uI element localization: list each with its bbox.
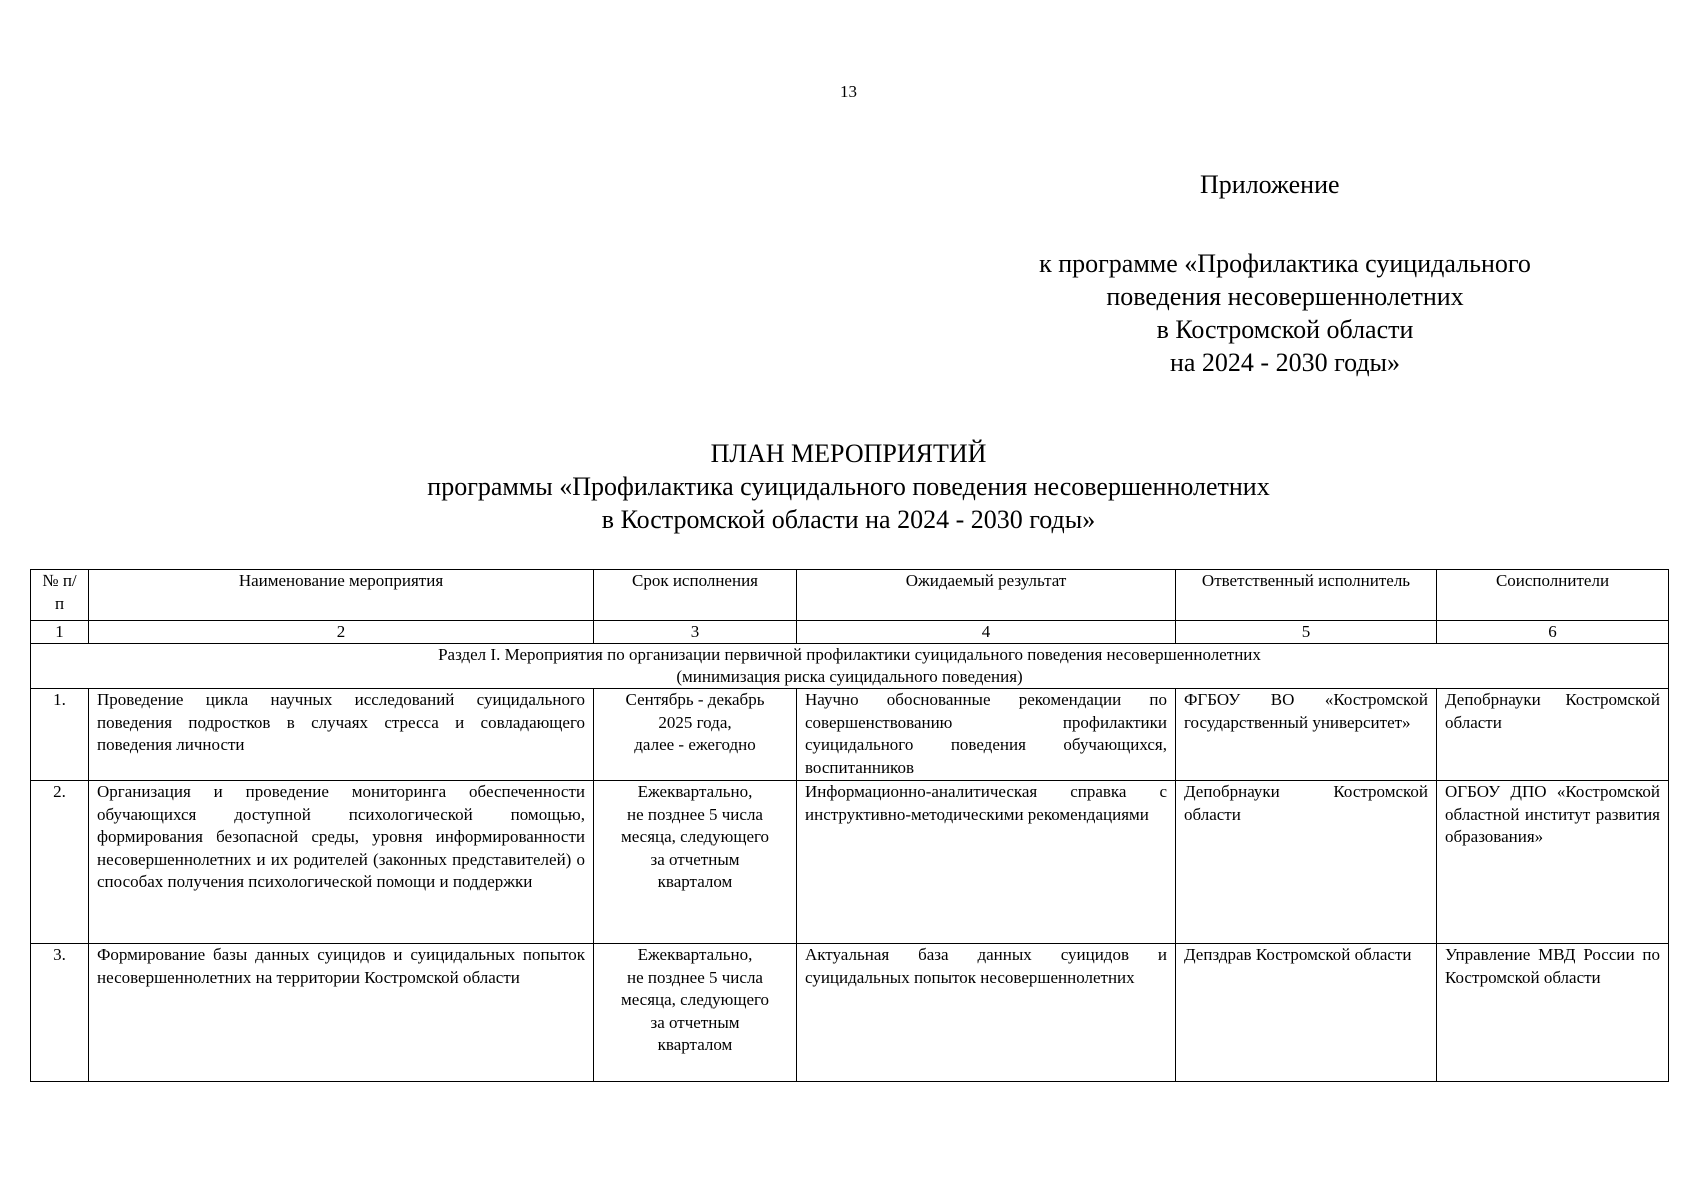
row-number: 1. — [31, 689, 89, 781]
row-co-executors: Управление МВД России по Костромской области — [1437, 944, 1669, 1082]
section-title: Раздел I. Мероприятия по организации первичной профилактики суицидального поведения несовершеннолетних (минимизация риска суицидального поведения) — [31, 644, 1669, 689]
table-header-row — [31, 570, 1669, 621]
row-expected-result: Научно обоснованные рекомендации по совершенствованию профилактики суицидального поведения обучающихся, воспитанников — [797, 689, 1176, 781]
row-deadline: Сентябрь - декабрь 2025 года, далее - ежегодно — [594, 689, 797, 781]
row-number: 3. — [31, 944, 89, 1082]
row-co-executors: ОГБОУ ДПО «Костромской областной институт развития образования» — [1437, 781, 1669, 944]
column-number: 1 — [31, 621, 89, 644]
column-number: 4 — [797, 621, 1176, 644]
plan-heading-line: в Костромской области на 2024 - 2030 годы» — [601, 505, 1096, 534]
row-event-name: Проведение цикла научных исследований суицидального поведения подростков в случаях стресса и совладающего поведения личности — [89, 689, 594, 781]
appendix-subtitle-line: в Костромской области — [1156, 315, 1414, 344]
row-deadline: Ежеквартально, не позднее 5 числа месяца, следующего за отчетным кварталом — [594, 944, 797, 1082]
row-deadline: Ежеквартально, не позднее 5 числа месяца, следующего за отчетным кварталом — [594, 781, 797, 944]
column-number-row — [31, 621, 1669, 644]
appendix-subtitle-line: к программе «Профилактика суицидального — [1039, 249, 1531, 278]
row-responsible: ФГБОУ ВО «Костромской государственный университет» — [1176, 689, 1437, 781]
plan-heading — [0, 437, 1697, 536]
header-cell-co-executors: Соисполнители — [1437, 570, 1669, 621]
section-row — [31, 644, 1669, 689]
header-cell-name: Наименование мероприятия — [89, 570, 594, 621]
header-cell-result: Ожидаемый результат — [797, 570, 1176, 621]
plan-heading-line: программы «Профилактика суицидального поведения несовершеннолетних — [427, 472, 1270, 501]
column-number: 5 — [1176, 621, 1437, 644]
plan-heading-line: ПЛАН МЕРОПРИЯТИЙ — [710, 439, 987, 468]
row-responsible: Депздрав Костромской области — [1176, 944, 1437, 1082]
page-number: 13 — [840, 82, 857, 101]
row-responsible: Депобрнауки Костромской области — [1176, 781, 1437, 944]
appendix-title: Приложение — [1200, 170, 1340, 199]
column-number: 6 — [1437, 621, 1669, 644]
header-cell-number: № п/п — [31, 570, 89, 621]
appendix-subtitle-line: на 2024 - 2030 годы» — [1169, 348, 1401, 377]
row-event-name: Организация и проведение мониторинга обеспеченности обучающихся доступной психологической помощью, формирования безопасной среды, уровня информированности несовершеннолетних и их родителей (законных представителей) о способах получения психологической помощи и поддержки — [89, 781, 594, 944]
column-number: 3 — [594, 621, 797, 644]
row-co-executors: Депобрнауки Костромской области — [1437, 689, 1669, 781]
header-cell-deadline: Срок исполнения — [594, 570, 797, 621]
column-number: 2 — [89, 621, 594, 644]
row-event-name: Формирование базы данных суицидов и суицидальных попыток несовершеннолетних на территории Костромской области — [89, 944, 594, 1082]
row-expected-result: Актуальная база данных суицидов и суицидальных попыток несовершеннолетних — [797, 944, 1176, 1082]
row-number: 2. — [31, 781, 89, 944]
table-row — [31, 944, 1669, 1082]
appendix-subtitle — [990, 247, 1580, 379]
table-row — [31, 781, 1669, 944]
header-cell-responsible: Ответственный исполнитель — [1176, 570, 1437, 621]
table-row — [31, 689, 1669, 781]
appendix-subtitle-line: поведения несовершеннолетних — [1106, 282, 1464, 311]
row-expected-result: Информационно-аналитическая справка с инструктивно-методическими рекомендациями — [797, 781, 1176, 944]
plan-table — [30, 569, 1669, 1082]
